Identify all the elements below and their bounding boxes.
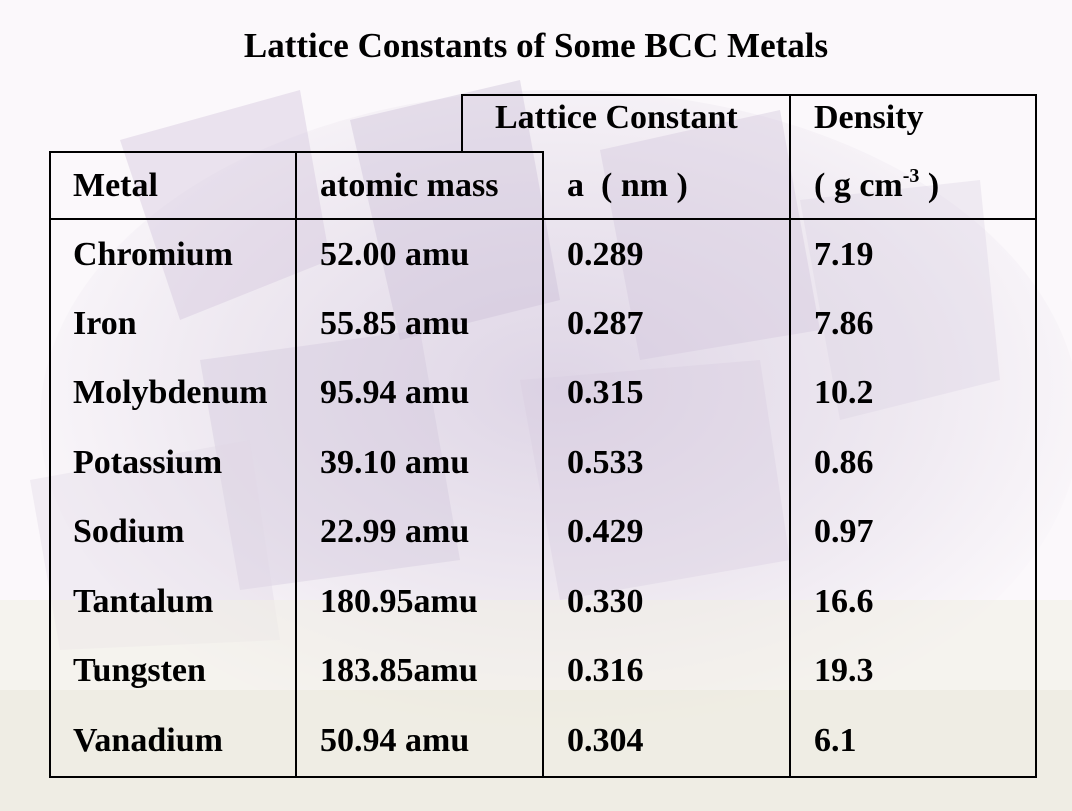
header-density-unit — [814, 165, 940, 204]
header-lattice-constant: Lattice Constant — [495, 99, 738, 136]
cell-atomic-mass: 50.94 amu — [320, 722, 470, 759]
cell-density: 0.86 — [814, 444, 874, 481]
column-divider-1 — [295, 151, 297, 778]
table-right-border — [1035, 94, 1037, 778]
group-box-top-border — [461, 94, 1037, 96]
cell-density: 7.86 — [814, 305, 874, 342]
cell-density: 10.2 — [814, 374, 874, 411]
cell-atomic-mass: 180.95amu — [320, 583, 478, 620]
cell-atomic-mass: 52.00 amu — [320, 236, 470, 273]
header-atomic-mass: atomic mass — [320, 167, 499, 204]
column-divider-3 — [789, 94, 791, 778]
cell-density: 19.3 — [814, 652, 874, 689]
header-a-nm: a ( nm ) — [567, 167, 688, 204]
column-divider-2 — [542, 151, 544, 778]
cell-density: 0.97 — [814, 513, 874, 550]
cell-atomic-mass: 95.94 amu — [320, 374, 470, 411]
cell-lattice-constant: 0.316 — [567, 652, 644, 689]
cell-metal: Tungsten — [73, 652, 206, 689]
cell-lattice-constant: 0.330 — [567, 583, 644, 620]
header-density: Density — [814, 99, 924, 136]
cell-metal: Vanadium — [73, 722, 223, 759]
header-metal: Metal — [73, 167, 158, 204]
cell-atomic-mass: 39.10 amu — [320, 444, 470, 481]
cell-metal: Iron — [73, 305, 137, 342]
cell-metal: Potassium — [73, 444, 223, 481]
cell-lattice-constant: 0.315 — [567, 374, 644, 411]
cell-atomic-mass: 22.99 amu — [320, 513, 470, 550]
cell-metal: Sodium — [73, 513, 185, 550]
cell-lattice-constant: 0.304 — [567, 722, 644, 759]
table-left-border — [49, 151, 51, 778]
cell-lattice-constant: 0.289 — [567, 236, 644, 273]
cell-atomic-mass: 55.85 amu — [320, 305, 470, 342]
page-title: Lattice Constants of Some BCC Metals — [243, 26, 829, 65]
cell-density: 7.19 — [814, 236, 874, 273]
density-unit-base: ( g cm — [814, 167, 903, 204]
density-unit-exponent: -3 — [902, 165, 920, 187]
cell-lattice-constant: 0.287 — [567, 305, 644, 342]
cell-atomic-mass: 183.85amu — [320, 652, 478, 689]
cell-lattice-constant: 0.429 — [567, 513, 644, 550]
density-unit-close: ) — [919, 167, 940, 204]
cell-metal: Chromium — [73, 236, 233, 273]
cell-lattice-constant: 0.533 — [567, 444, 644, 481]
cell-density: 16.6 — [814, 583, 874, 620]
group-box-left-border — [461, 94, 463, 152]
cell-metal: Tantalum — [73, 583, 214, 620]
cell-metal: Molybdenum — [73, 374, 268, 411]
cell-density: 6.1 — [814, 722, 857, 759]
